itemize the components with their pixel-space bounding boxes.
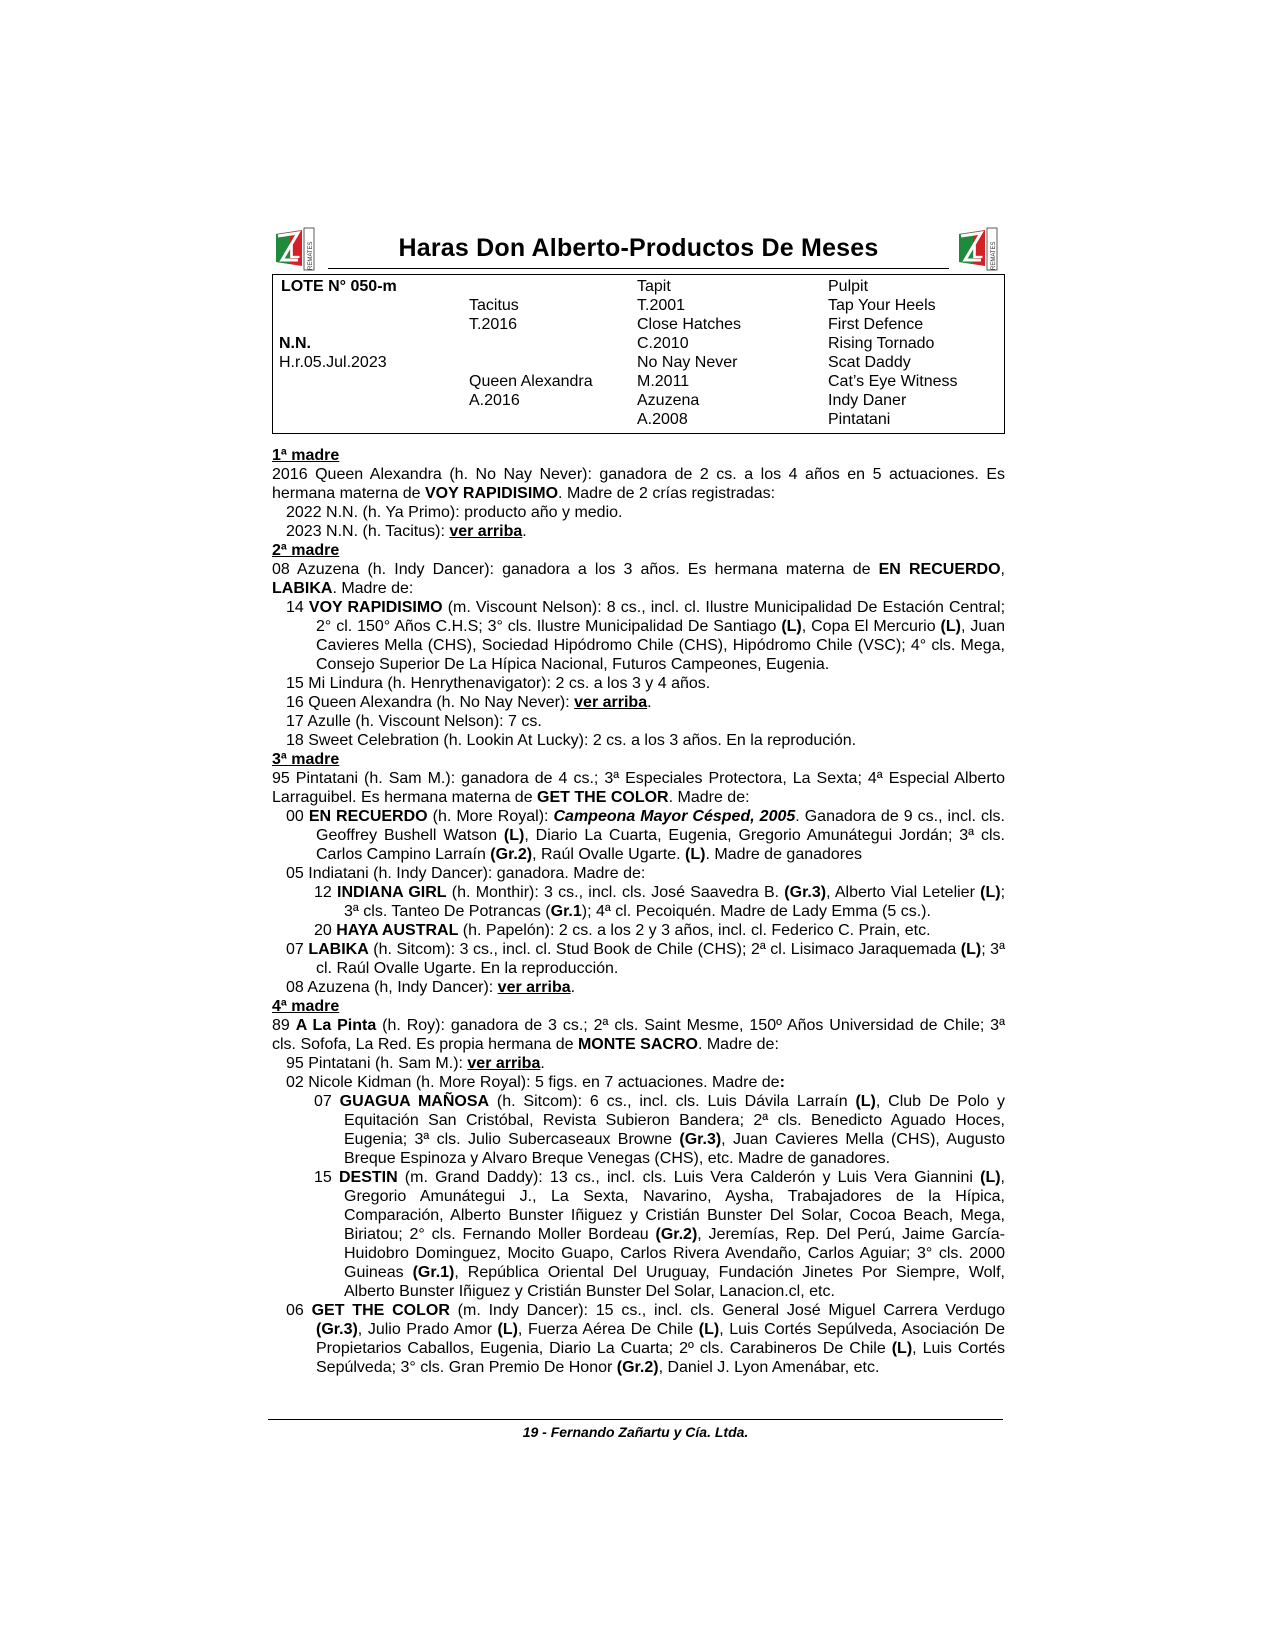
title-underline bbox=[328, 268, 949, 269]
dam-year: A.2016 bbox=[469, 392, 520, 409]
pedigree-paragraph: 00 EN RECUERDO (h. More Royal): Campeona Mayor Césped, 2005. Ganadora de 9 cs., incl. cls. Geoffrey Bushell Watson (L), Diario La Cuarta, Eugenia, Gregorio Amunátegui Jordán; 3ª cls. Carlos Campino Larraín (Gr.2), Raúl Ovalle Ugarte. (L). Madre de ganadores bbox=[286, 808, 1006, 863]
pedigree-paragraph: 07 LABIKA (h. Sitcom): 3 cs., incl. cl. Stud Book de Chile (CHS); 2ª cl. Lisimaco Jaraquemada (L); 3ª cl. Raúl Ovalle Ugarte. En la reproducción. bbox=[286, 941, 1005, 977]
horse-name: N.N. bbox=[279, 335, 311, 352]
great-grandparent-cell: First Defence bbox=[828, 316, 924, 333]
pedigree-paragraph: 20 HAYA AUSTRAL (h. Papelón): 2 cs. a los 2 y 3 años, incl. cl. Federico C. Prain, etc. bbox=[314, 922, 931, 939]
grandparent-cell: C.2010 bbox=[637, 335, 689, 352]
pedigree-paragraph: 17 Azulle (h. Viscount Nelson): 7 cs. bbox=[286, 713, 542, 730]
great-grandparent-cell: Cat’s Eye Witness bbox=[828, 373, 958, 390]
zl-remates-logo bbox=[955, 226, 1005, 272]
pedigree-paragraph: 02 Nicole Kidman (h. More Royal): 5 figs. en 7 actuaciones. Madre de: bbox=[286, 1074, 785, 1091]
grandparent-cell: Close Hatches bbox=[637, 316, 742, 333]
pedigree-paragraph: 08 Azuzena (h. Indy Dancer): ganadora a los 3 años. Es hermana materna de EN RECUERDO, LABIKA. Madre de: bbox=[272, 561, 1005, 597]
section-heading: 3ª madre bbox=[272, 751, 340, 768]
great-grandparent-cell: Scat Daddy bbox=[828, 354, 911, 371]
lot-number: LOTE N° 050-m bbox=[281, 278, 397, 295]
section-heading: 1ª madre bbox=[272, 447, 340, 464]
footer-rule bbox=[268, 1419, 1003, 1420]
family-notes bbox=[272, 446, 1005, 1377]
pedigree-paragraph: 95 Pintatani (h. Sam M.): ganadora de 4 cs.; 3ª Especiales Protectora, La Sexta; 4ª Especial Alberto Larraguibel. Es hermana materna de GET THE COLOR. Madre de: bbox=[272, 770, 1005, 806]
grandparent-cell: T.2001 bbox=[637, 297, 686, 314]
pedigree-paragraph: 2016 Queen Alexandra (h. No Nay Never): ganadora de 2 cs. a los 4 años en 5 actuaciones. Es hermana materna de VOY RAPIDISIMO. Madre de 2 crías registradas: bbox=[272, 466, 1005, 502]
svg-text:REMATES: REMATES bbox=[991, 241, 997, 270]
great-grandparent-cell: Indy Daner bbox=[828, 392, 907, 409]
great-grandparent-cell: Rising Tornado bbox=[828, 335, 935, 352]
grandparent-cell: A.2008 bbox=[637, 411, 688, 428]
pedigree-paragraph: 07 GUAGUA MAÑOSA (h. Sitcom): 6 cs., incl. cls. Luis Dávila Larraín (L), Club De Polo y Equitación San Cristóbal, Revista Subieron Bandera; 2ª cls. Benedicto Aguado Hoces, Eugenia; 3ª cls. Julio Subercaseaux Browne (Gr.3), Juan Cavieres Mella (CHS), Augusto Breque Espinoza y Alvaro Breque Venegas (CHS), etc. Madre de ganadores. bbox=[314, 1093, 1006, 1167]
pedigree-paragraph: 15 Mi Lindura (h. Henrythenavigator): 2 cs. a los 3 y 4 años. bbox=[286, 675, 711, 692]
grandparent-cell: M.2011 bbox=[637, 373, 690, 390]
pedigree-paragraph: 12 INDIANA GIRL (h. Monthir): 3 cs., incl. cls. José Saavedra B. (Gr.3), Alberto Vial Letelier (L); 3ª cls. Tanteo De Potrancas (Gr.1); 4ª cl. Pecoiquén. Madre de Lady Emma (5 cs.). bbox=[314, 884, 1006, 920]
page-header bbox=[272, 226, 1005, 272]
section-heading: 2ª madre bbox=[272, 542, 340, 559]
svg-text:REMATES: REMATES bbox=[308, 241, 314, 270]
great-grandparent-cell: Pulpit bbox=[828, 278, 869, 295]
dam-name: Queen Alexandra bbox=[469, 373, 593, 390]
great-grandparent-cell: Pintatani bbox=[828, 411, 891, 428]
grandparent-cell: Tapit bbox=[637, 278, 671, 295]
pedigree-paragraph: 08 Azuzena (h, Indy Dancer): ver arriba. bbox=[286, 979, 576, 996]
pedigree-paragraph: 18 Sweet Celebration (h. Lookin At Lucky): 2 cs. a los 3 años. En la reprodución. bbox=[286, 732, 857, 749]
pedigree-paragraph: 89 A La Pinta (h. Roy): ganadora de 3 cs.; 2ª cls. Saint Mesme, 150º Años Universidad de Chile; 3ª cls. Sofofa, La Red. Es propia hermana de MONTE SACRO. Madre de: bbox=[272, 1017, 1006, 1053]
pedigree-paragraph: 2022 N.N. (h. Ya Primo): producto año y medio. bbox=[286, 504, 623, 521]
pedigree-paragraph: 05 Indiatani (h. Indy Dancer): ganadora. Madre de: bbox=[286, 865, 646, 882]
page-title: Haras Don Alberto-Productos De Meses bbox=[398, 234, 879, 262]
pedigree-table bbox=[272, 274, 1005, 434]
pedigree-paragraph: 14 VOY RAPIDISIMO (m. Viscount Nelson): 8 cs., incl. cl. Ilustre Municipalidad De Estación Central; 2° cl. 150° Años C.H.S; 3° cls. Ilustre Municipalidad De Santiago (L), Copa El Mercurio (L), Juan Cavieres Mella (CHS), Sociedad Hipódromo Chile (CHS), Hipódromo Chile (VSC); 4° cls. Mega, Consejo Superior De La Hípica Nacional, Futuros Campeones, Eugenia. bbox=[286, 599, 1006, 673]
pedigree-paragraph: 15 DESTIN (m. Grand Daddy): 13 cs., incl. cls. Luis Vera Calderón y Luis Vera Giannini (L), Gregorio Amunátegui J., La Sexta, Navarino, Aysha, Trabajadores de la Hípica, Comparación, Alberto Bunster Iñiguez y Cristián Bunster Del Solar, Cocoa Beach, Mega, Biriatou; 2° cls. Fernando Moller Bordeau (Gr.2), Jeremías, Rep. Del Perú, Jaime García-Huidobro Dominguez, Mocito Guapo, Carlos Rivera Avendaño, Carlos Aguiar; 3° cls. 2000 Guineas (Gr.1), República Oriental Del Uruguay, Fundación Jinetes Por Siempre, Wolf, Alberto Bunster Iñiguez y Cristián Bunster Del Solar, Lanacion.cl, etc. bbox=[314, 1169, 1005, 1300]
section-heading: 4ª madre bbox=[272, 998, 340, 1015]
document-page bbox=[272, 226, 1005, 1377]
zl-remates-logo bbox=[272, 226, 322, 272]
great-grandparent-cell: Tap Your Heels bbox=[828, 297, 936, 314]
pedigree-paragraph: 06 GET THE COLOR (m. Indy Dancer): 15 cs., incl. cls. General José Miguel Carrera Verdugo (Gr.3), Julio Prado Amor (L), Fuerza Aérea De Chile (L), Luis Cortés Sepúlveda, Asociación De Propietarios Caballos, Eugenia, Diario La Cuarta; 2º cls. Carabineros De Chile (L), Luis Cortés Sepúlveda; 3° cls. Gran Premio De Honor (Gr.2), Daniel J. Lyon Amenábar, etc. bbox=[286, 1302, 1006, 1376]
page-footer: 19 - Fernando Zañartu y Cía. Ltda. bbox=[522, 1424, 749, 1440]
sire-year: T.2016 bbox=[469, 316, 518, 333]
pedigree-paragraph: 16 Queen Alexandra (h. No Nay Never): ver arriba. bbox=[286, 694, 652, 711]
svg-text:L: L bbox=[289, 242, 300, 262]
grandparent-cell: No Nay Never bbox=[637, 354, 738, 371]
grandparent-cell: Azuzena bbox=[637, 392, 700, 409]
pedigree-paragraph: 95 Pintatani (h. Sam M.): ver arriba. bbox=[286, 1055, 545, 1072]
pedigree-paragraph: 2023 N.N. (h. Tacitus): ver arriba. bbox=[286, 523, 527, 540]
birth-info: H.r.05.Jul.2023 bbox=[279, 354, 387, 371]
svg-text:L: L bbox=[972, 242, 983, 262]
sire-name: Tacitus bbox=[469, 297, 519, 314]
